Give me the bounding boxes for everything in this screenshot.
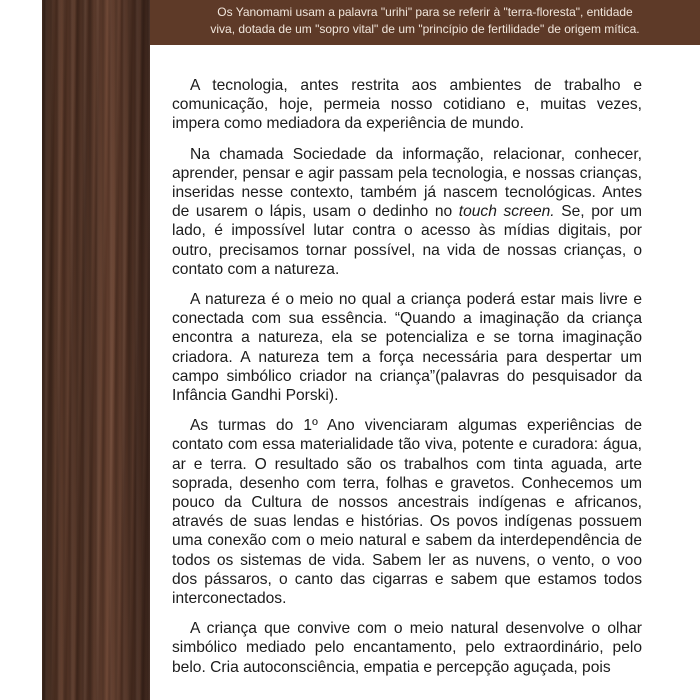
paragraph-first-year-classes: As turmas do 1º Ano vivenciaram algumas experiências de contato com essa materialidade tão viva, potente e curadora: água, ar e terra. O resultado são os trabalhos com tinta aguada, arte soprada, desenho com terra, folhas e gravetos. Conhecemos um pouco da Cultura de nossos ancestrais indígenas e africanos, através de suas lendas e histórias. Os povos indígenas possuem uma conexão com o meio natural e sabem da interdependência de todos os sistemas de vida. Sabem ler as nuvens, o vento, o voo dos pássaros, o canto das cigarras e sabem que estamos todos interconectados. [172, 417, 642, 608]
article-body [172, 76, 642, 688]
emphasis-text: touch screen. [458, 203, 555, 221]
header-banner [150, 0, 700, 45]
header-caption-line1: Os Yanomami usam a palavra "urihi" para se referir à "terra-floresta", entidade [217, 5, 633, 19]
paragraph-natural-environment: A criança que convive com o meio natural desenvolve o olhar simbólico mediado pelo encantamento, pelo extraordinário, pelo belo. Cria autoconsciência, empatia e percepção aguçada, pois [172, 620, 642, 676]
wood-texture-border [42, 0, 150, 700]
paragraph-information-society [172, 145, 642, 279]
paragraph-text: Na chamada Sociedade da informação, relacionar, conhecer, aprender, pensar e agir passam pela tecnologia, e nossas crianças, inseridas nesse contexto, também já nascem tecnológicas. Antes de usarem o lápis, usam o dedinho no [172, 145, 642, 221]
paragraph-text: Se, por um lado, é impossível lutar contra o acesso às mídias digitais, por outro, precisamos tornar possível, na vida de nossas crianças, o contato com a natureza. [172, 203, 642, 278]
paragraph-technology: A tecnologia, antes restrita aos ambientes de trabalho e comunicação, hoje, permeia nosso cotidiano e, muitas vezes, impera como mediadora da experiência de mundo. [172, 77, 642, 133]
paragraph-nature: A natureza é o meio no qual a criança poderá estar mais livre e conectada com sua essência. “Quando a imaginação da criança encontra a natureza, ela se potencializa e se torna imaginação criadora. A natureza tem a força necessária para despertar um campo simbólico criador na criança”(palavras do pesquisador da Infância Gandhi Porski). [172, 291, 642, 405]
header-caption-line2: viva, dotada de um "sopro vital" de um "princípio de fertilidade" de origem mítica. [210, 22, 640, 36]
